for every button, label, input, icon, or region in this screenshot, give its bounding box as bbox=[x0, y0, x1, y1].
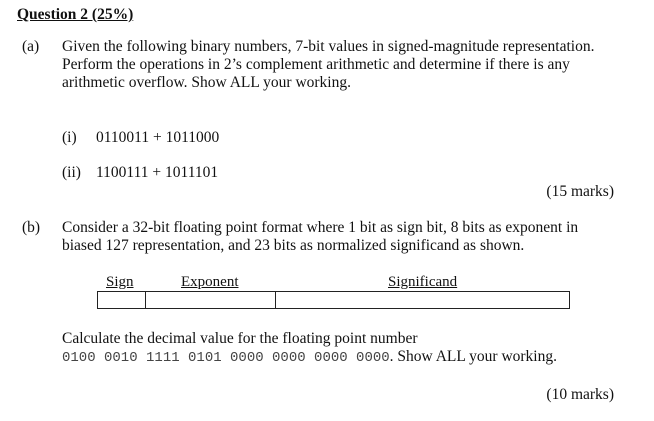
exponent-field-label: Exponent bbox=[181, 274, 239, 290]
part-b-marks: (10 marks) bbox=[546, 386, 614, 403]
calc-suffix: . Show ALL your working. bbox=[389, 348, 557, 365]
item-ii-expression: 1100111 + 1011101 bbox=[96, 164, 219, 181]
part-b-label: (b) bbox=[22, 219, 41, 236]
part-b-text bbox=[62, 219, 614, 255]
bit-pattern: 0100 0010 1111 0101 0000 0000 0000 0000 bbox=[62, 350, 390, 366]
part-b-line-2: biased 127 representation, and 23 bits as normalized significand as shown. bbox=[62, 237, 525, 254]
part-a-label: (a) bbox=[22, 38, 40, 55]
part-a-text bbox=[62, 38, 614, 92]
exponent-field-box bbox=[145, 291, 276, 309]
part-a-line-1: Given the following binary numbers, 7-bit values in signed-magnitude representation. bbox=[62, 38, 595, 55]
item-i-label: (i) bbox=[62, 129, 77, 146]
part-a-line-3: arithmetic overflow. Show ALL your working. bbox=[62, 74, 351, 91]
significand-field-box bbox=[275, 291, 570, 309]
calc-text: Calculate the decimal value for the floating point number bbox=[62, 330, 418, 347]
question-title: Question 2 (25%) bbox=[17, 6, 134, 23]
item-i-expression: 0110011 + 1011000 bbox=[96, 129, 220, 146]
item-ii-label: (ii) bbox=[62, 164, 81, 181]
part-b-line-1: Consider a 32-bit floating point format where 1 bit as sign bit, 8 bits as exponent in bbox=[62, 219, 579, 236]
significand-field-label: Significand bbox=[388, 274, 458, 290]
part-a-line-2: Perform the operations in 2’s complement arithmetic and determine if there is any bbox=[62, 56, 570, 73]
part-a-marks: (15 marks) bbox=[546, 183, 614, 200]
calc-line bbox=[62, 348, 557, 366]
sign-field-label: Sign bbox=[106, 274, 134, 290]
sign-field-box bbox=[97, 291, 146, 309]
